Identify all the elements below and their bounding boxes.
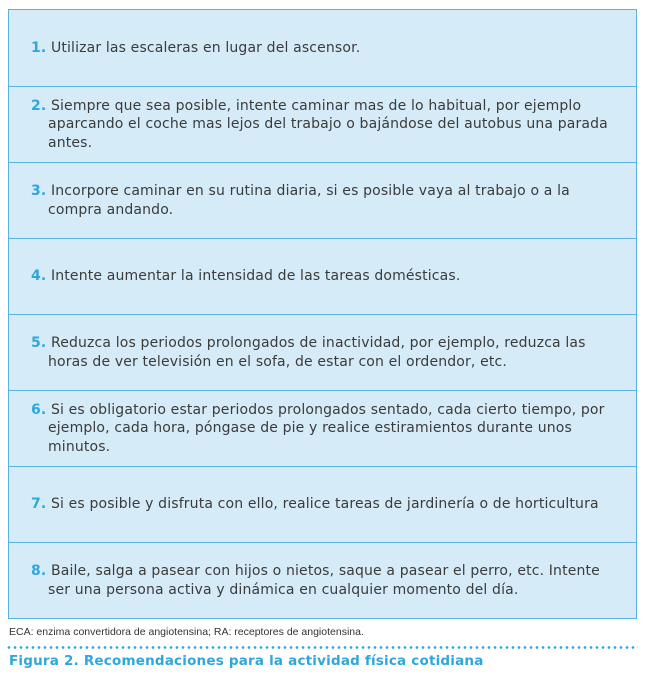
recommendation-text: Utilizar las escaleras en lugar del ascensor. — [50, 39, 361, 56]
recommendation-row — [9, 314, 636, 390]
recommendation-text-block — [31, 267, 460, 286]
recommendation-text: Incorpore caminar en su rutina diaria, si es posible vaya al trabajo o a la compra andando. — [48, 183, 570, 218]
recommendation-row — [9, 162, 636, 238]
recommendation-text-block — [31, 182, 622, 219]
recommendation-number: 1. — [31, 39, 47, 56]
recommendation-row — [9, 466, 636, 542]
recommendations-table — [8, 9, 637, 619]
recommendation-number: 6. — [31, 401, 47, 418]
recommendation-text: Si es posible y disfruta con ello, realice tareas de jardinería o de horticultura — [50, 496, 599, 513]
abbreviations-footnote: ECA: enzima convertidora de angiotensina; RA: receptores de angiotensina. — [9, 626, 364, 638]
recommendation-text: Intente aumentar la intensidad de las tareas domésticas. — [50, 268, 461, 285]
recommendation-text-block — [31, 562, 622, 599]
recommendation-text-block — [31, 334, 622, 371]
recommendation-row — [9, 238, 636, 314]
recommendation-text: Siempre que sea posible, intente caminar mas de lo habitual, por ejemplo aparcando el coche mas lejos del trabajo o bajándose del autobus una parada antes. — [48, 97, 608, 151]
recommendation-row — [9, 86, 636, 162]
recommendation-number: 3. — [31, 183, 47, 199]
recommendation-text: Si es obligatorio estar periodos prolongados sentado, cada cierto tiempo, por ejemplo, cada hora, póngase de pie y realice estiramientos durante unos minutos. — [48, 401, 605, 455]
recommendation-number: 7. — [31, 496, 47, 513]
recommendation-text-block — [31, 401, 622, 457]
recommendation-row — [9, 10, 636, 86]
recommendation-text-block — [31, 495, 599, 514]
recommendation-number: 2. — [31, 97, 47, 114]
recommendation-text-block — [31, 97, 622, 153]
recommendation-text: Baile, salga a pasear con hijos o nietos, saque a pasear el perro, etc. Intente ser una persona activa y dinámica en cualquier momento del día. — [48, 563, 600, 598]
figure-caption: Figura 2. Recomendaciones para la actividad física cotidiana — [9, 653, 484, 669]
recommendation-number: 5. — [31, 335, 47, 351]
dotted-divider — [6, 646, 638, 649]
recommendation-row — [9, 542, 636, 618]
recommendation-number: 8. — [31, 563, 47, 579]
recommendation-text: Reduzca los periodos prolongados de inactividad, por ejemplo, reduzca las horas de ver televisión en el sofa, de estar con el ordendor, etc. — [48, 335, 586, 370]
recommendation-text-block — [31, 39, 360, 58]
recommendation-row — [9, 390, 636, 466]
recommendation-number: 4. — [31, 268, 47, 285]
